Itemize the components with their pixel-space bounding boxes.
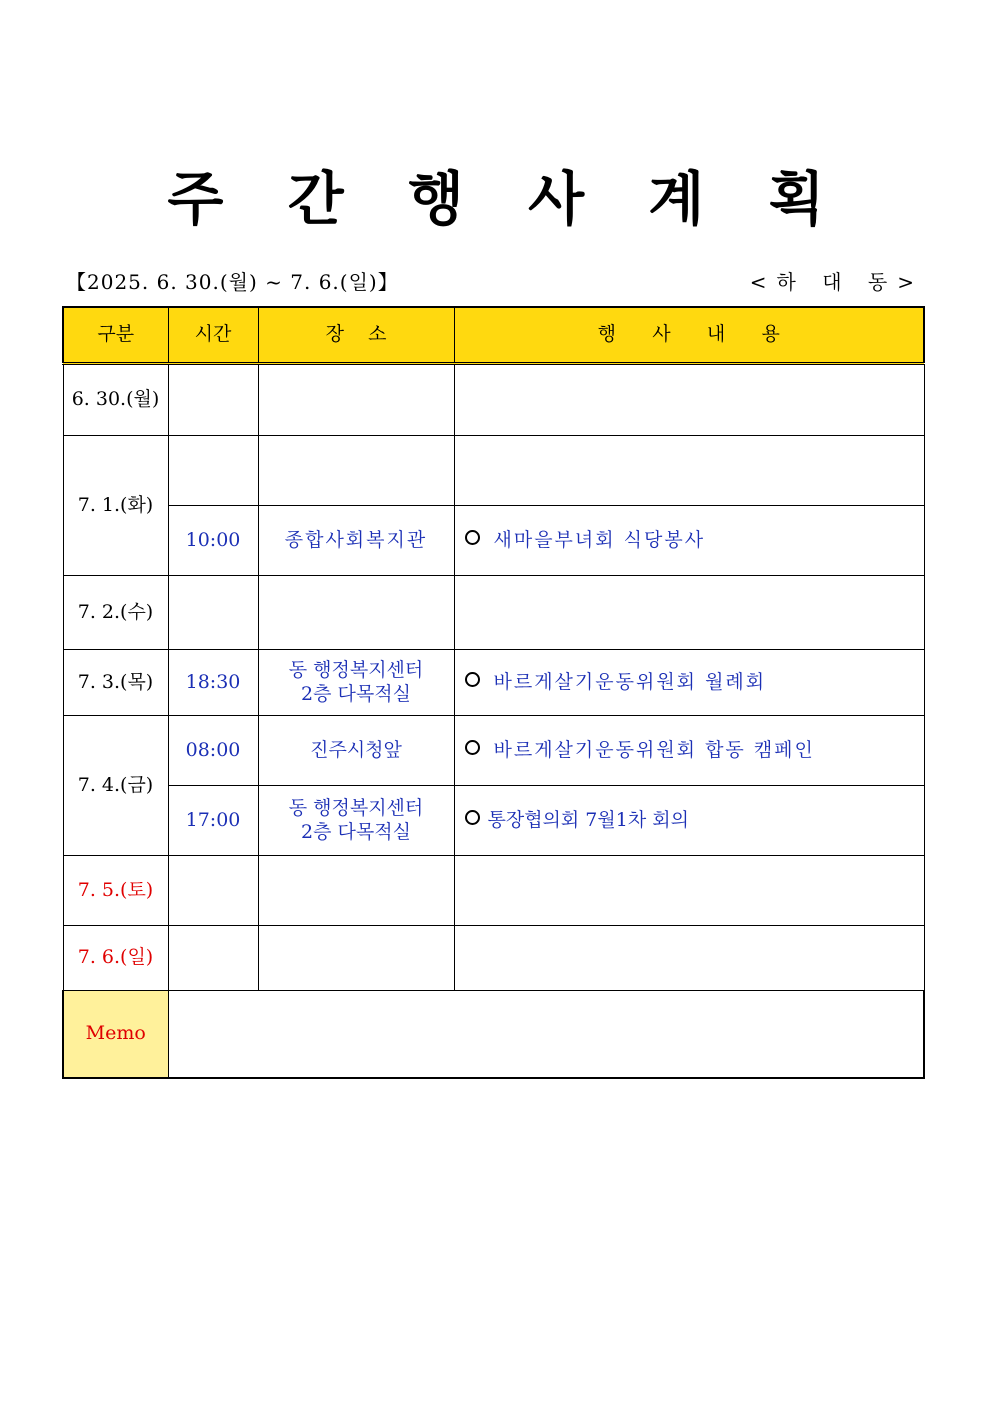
- event-content: 바르게살기운동위원회 합동 캠페인: [493, 738, 815, 761]
- day-sat: 7. 5.(토): [63, 856, 168, 926]
- content-cell: [454, 926, 924, 991]
- content-cell: [454, 506, 924, 576]
- event-content: 통장협의회 7월1차 회의: [487, 808, 689, 831]
- table-row: [63, 856, 924, 926]
- day-wed: 7. 2.(수): [63, 576, 168, 650]
- day-thu: 7. 3.(목): [63, 650, 168, 716]
- content-cell: [454, 576, 924, 650]
- header-place: 장 소: [258, 307, 454, 364]
- bullet-circle-icon: [465, 810, 480, 825]
- table-row: [63, 926, 924, 991]
- time-cell: 08:00: [168, 716, 258, 786]
- header-category: 구분: [63, 307, 168, 364]
- time-cell: [168, 856, 258, 926]
- page-title: 주 간 행 사 계 획: [167, 165, 847, 233]
- time-cell: [168, 926, 258, 991]
- table-row: [63, 716, 924, 786]
- place-cell: [258, 436, 454, 506]
- place-cell: 종합사회복지관: [258, 506, 454, 576]
- place-line: 2층 다목적실: [301, 820, 411, 843]
- table-row: [63, 364, 924, 436]
- header-content: 행 사 내 용: [454, 307, 924, 364]
- time-cell: [168, 436, 258, 506]
- content-cell: [454, 364, 924, 436]
- bullet-circle-icon: [465, 740, 480, 755]
- time-cell: [168, 576, 258, 650]
- table-row: [63, 506, 924, 576]
- bullet-circle-icon: [465, 530, 480, 545]
- memo-field[interactable]: [168, 991, 924, 1078]
- event-content: 새마을부녀회 식당봉사: [493, 528, 706, 551]
- memo-label: Memo: [63, 991, 168, 1078]
- day-tue: 7. 1.(화): [63, 436, 168, 576]
- place-cell: 진주시청앞: [258, 716, 454, 786]
- day-fri: 7. 4.(금): [63, 716, 168, 856]
- place-cell: [258, 926, 454, 991]
- memo-row: [63, 991, 924, 1078]
- content-cell: [454, 786, 924, 856]
- day-mon: 6. 30.(월): [63, 364, 168, 436]
- place-cell: [258, 856, 454, 926]
- time-cell: 18:30: [168, 650, 258, 716]
- bullet-circle-icon: [465, 672, 480, 687]
- event-content: 바르게살기운동위원회 월례회: [493, 670, 767, 693]
- dong-name: <하 대 동>: [749, 270, 924, 294]
- time-cell: 17:00: [168, 786, 258, 856]
- table-row: [63, 576, 924, 650]
- content-cell: [454, 436, 924, 506]
- content-cell: [454, 716, 924, 786]
- place-cell: [258, 576, 454, 650]
- place-line: 동 행정복지센터: [288, 658, 424, 681]
- table-row: [63, 650, 924, 716]
- time-cell: [168, 364, 258, 436]
- place-cell: [258, 650, 454, 716]
- place-cell: [258, 786, 454, 856]
- place-line: 동 행정복지센터: [288, 796, 424, 819]
- day-sun: 7. 6.(일): [63, 926, 168, 991]
- place-line: 2층 다목적실: [301, 682, 411, 705]
- place-cell: [258, 364, 454, 436]
- table-row: [63, 786, 924, 856]
- content-cell: [454, 856, 924, 926]
- header-time: 시간: [168, 307, 258, 364]
- schedule-table: [62, 306, 925, 1079]
- table-header-row: [63, 307, 924, 364]
- content-cell: [454, 650, 924, 716]
- table-row: [63, 436, 924, 506]
- period-range: 【2025. 6. 30.(월) ~ 7. 6.(일)】: [66, 270, 399, 294]
- time-cell: 10:00: [168, 506, 258, 576]
